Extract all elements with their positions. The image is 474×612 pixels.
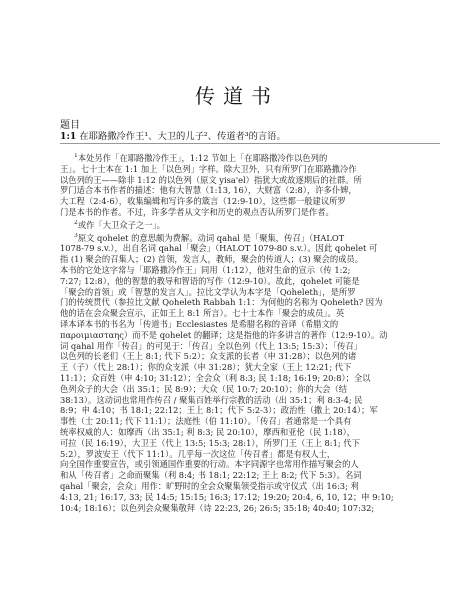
footnote-line: 38:13）。这动词也常用作传召 / 聚集百姓举行宗教的活动（出 35:1；利 8:3-4; 民 [60, 394, 363, 405]
footnote-line: παροιμιασταης）而不是 qohelet 的翻译；这是指他的许多讲言的著作（12:9-10）。动 [60, 329, 388, 340]
footnote-line: 1078-79 s.v.），出自名词 qahal「聚会」（HALOT 1079-80 s.v.）。因此 qohelet 可 [60, 243, 378, 254]
footnote-line: 他的话在会众聚会宣示，正如王上 8:1 所言）。七十士本作「聚会的成员」。英 [60, 308, 345, 319]
footnote-marker: 3 [74, 232, 78, 239]
footnote-line: 10:4; 18:16）；以色列会众聚集敬拜（诗 22:23, 26; 26:5; 35:18; 40:40; 107:32; [60, 502, 375, 513]
footnote-line: 本书的它处这字常与「耶路撒冷作王」同用（1:12），他对生命的宣示（传 1:2; [60, 264, 351, 275]
footnote-line: 事性（士 20:11; 代下 11:1）；法庭性（伯 11:10）。「传召」者通常是一个具有 [60, 416, 352, 427]
footnote-line: $^1$本处另作「在耶路撒冷作王」，1:12 节如上「在耶路撒冷作以色列的 [74, 153, 328, 163]
footnote-line: $^2$或作「大卫众子之一」。 [74, 219, 165, 230]
footnote-3 [60, 233, 430, 514]
footnote-line: 以色列的长老们（王上 8:1; 代下 5:2）；众支派的长者（申 31:28）；以色列的诸 [60, 351, 357, 362]
footnote-line: 5:2），罗波安王（代下 11:1）。几乎每一次这位「传召者」都是有权人士， [60, 448, 336, 459]
footnote-line: 4:13, 21; 16:17, 33; 民 14:5; 15:15; 16:3; 17:12; 19:20; 20:4, 6, 10, 12；申 9:10; [60, 491, 394, 502]
footnote-line: 大工程（2:4-6），收集编辑和写许多的箴言（12:9-10），这些都一般建议所罗 [60, 196, 346, 207]
footnote-line: 色列众子的大会（出 35:1；民 8:9）；大众（民 10:7; 20:10）；你的大会（结 [60, 383, 347, 394]
footnote-line: 可拉（民 16:19），大卫王（代上 13:5; 15:3; 28:1），所罗门王（王上 8:1; 代下 [60, 437, 360, 448]
footnote-marker: 1 [74, 153, 78, 160]
footnote-line: 「聚会的首领」或「智慧的发言人」。拉比文学认为本字是「Qoheleth」，是所罗 [60, 286, 356, 297]
footnote-line: 向全国作重要宣告，或引领通国作重要的行动。本字同源字也常用作描写聚会的人 [60, 459, 359, 470]
footnote-line: 词 qahal 用作「传召」的可见于：「传召」全以色列（代上 13:5; 15:3）；「传召」 [60, 340, 362, 351]
footnote-line: 门是本书的作者。不过，许多学者从文字和历史的观点否认所罗门是作者。 [60, 206, 334, 217]
chapter-heading: 题目 [60, 120, 80, 131]
footnote-line: 王」。七十士本在 1:1 加上「以色列」字样。除大卫外，只有所罗门在耶路撒冷作 [60, 163, 357, 174]
footnote-line: 以色列的王——除非 1:12 的以色列（原文 yisa'el）指犹大或故逐期后的社群。所 [60, 174, 362, 185]
footnote-line: 译本译本书的书名为「传道书」Ecclesiastes 是希腊名称的音译（希腊文的 [60, 318, 339, 329]
footnote-line: 11:1）；众百姓（申 4:10; 31:12）；全会众（利 8:3; 民 1:18; 16:19; 20:8）；全以 [60, 372, 371, 383]
footnote-line: $^3$原文 qohelet 的意思颇为费解。动词 qahal 是「聚集，传召」（HALOT [74, 232, 345, 243]
footnote-2 [60, 220, 430, 231]
footnote-line: 门的传统贯代（参拉比文献 Qoheleth Rabbah 1:1：为何他的名称为 Qoheleth? 因为 [60, 297, 383, 308]
section-divider [60, 143, 440, 144]
footnote-marker: 2 [74, 219, 78, 227]
verse-text: 在耶路撒冷作王¹、大卫的儿子²、传道者³的言语。 [79, 131, 286, 142]
footnote-line: 王（子）（代上 28:1）；你的众支派（申 31:28）；犹大全家（王上 12:21; 代下 [60, 362, 352, 373]
book-title: 传道书 [195, 84, 279, 108]
verse-reference: 1:1 [60, 131, 77, 142]
footnote-line: 统率权威的人：如摩西（出 35:1; 利 8:3; 民 20:10），摩西和亚伦（民 1:18）， [60, 426, 356, 437]
footnote-line: qahal「聚会，会众」用作：旷野时的全会众聚集领受指示或守仪式（出 16:3; 利 [60, 480, 359, 491]
footnote-1 [60, 153, 430, 218]
footnote-line: 罗门适合本书作者的描述：他有大智慧（1:13, 16），大财富（2:8），许多仆婢， [60, 185, 357, 196]
footnote-line: 指 (1) 聚会的召集人；(2) 首领，发言人，教师，聚会的传道人；(3) 聚会的成员。 [60, 254, 364, 265]
verse-1-1 [60, 128, 440, 142]
footnote-line: 7:27; 12:8），他的智慧的教导和智语的写作（12:9-10）。故此，qohelet 可能是 [60, 275, 360, 286]
footnote-line: 8:9；申 4:10；书 18:1; 22:12；王上 8:1；代下 5:2-3）；政治性（撒上 20:14）；军 [60, 405, 378, 416]
footnotes-section [60, 153, 430, 515]
footnote-line: 和从「传召者」之命而聚集（利 8:4; 书 18:1; 22:12; 王上 8:2; 代下 5:3）。名词 [60, 470, 362, 481]
